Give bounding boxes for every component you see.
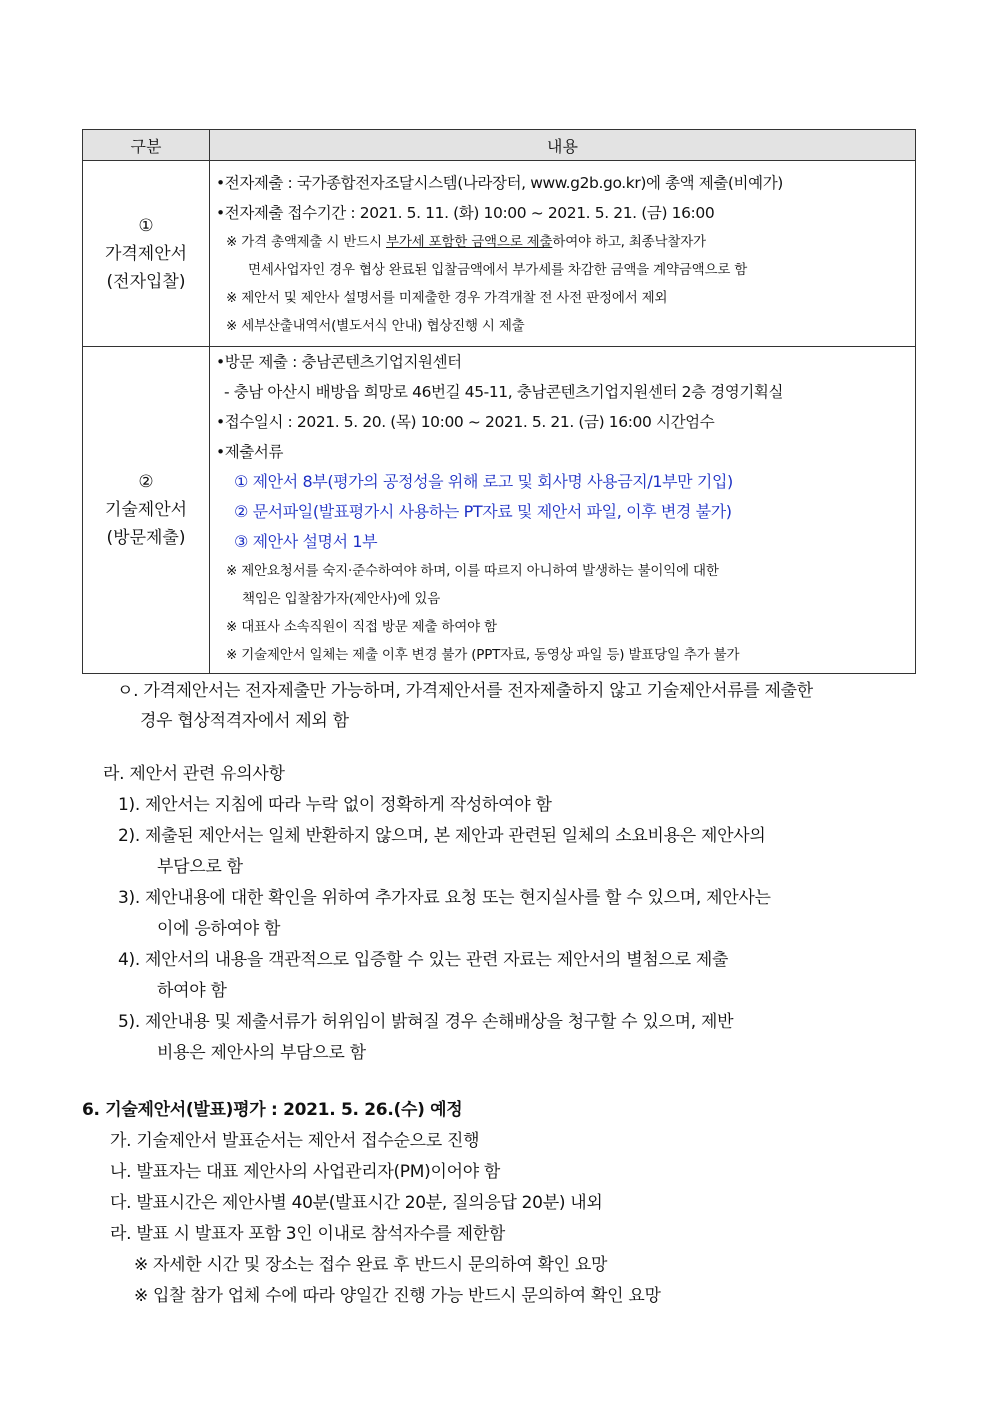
note-text: ※ 가격 총액제출 시 반드시 <box>226 234 386 250</box>
list-item: 다. 발표시간은 제안사별 40분(발표시간 20분, 질의응답 20분) 내외 <box>110 1193 603 1213</box>
note-line: ※ 세부산출내역서(별도서식 안내) 협상진행 시 제출 <box>226 318 525 334</box>
content-line: •접수일시 : 2021. 5. 20. (목) 10:00 ~ 2021. 5. 21. (금) 16:00 시간엄수 <box>216 413 715 431</box>
list-item-cont: 하여야 함 <box>157 981 227 1001</box>
note-line: ※ 제안서 및 제안사 설명서를 미제출한 경우 가격개찰 전 사전 판정에서 제외 <box>226 290 668 306</box>
list-item-cont: 비용은 제안사의 부담으로 함 <box>157 1043 366 1063</box>
table-row <box>83 161 916 347</box>
row-category-tech <box>83 347 210 674</box>
section-title: 6. 기술제안서(발표)평가 : 2021. 5. 26.(수) 예정 <box>82 1100 463 1120</box>
list-item-cont: 부담으로 함 <box>157 857 243 877</box>
required-doc-item: ② 문서파일(발표평가시 사용하는 PT자료 및 제안서 파일, 이후 변경 불가) <box>234 502 732 521</box>
table-header-row <box>83 130 916 161</box>
list-item: 나. 발표자는 대표 제안사의 사업관리자(PM)이어야 함 <box>110 1162 501 1182</box>
note-line: ※ 자세한 시간 및 장소는 접수 완료 후 반드시 문의하여 확인 요망 <box>134 1255 608 1275</box>
header-content: 내용 <box>210 130 916 161</box>
note-underlined-text: 부가세 포함한 금액으로 제출 <box>385 234 553 250</box>
list-item: 3). 제안내용에 대한 확인을 위하여 추가자료 요청 또는 현지실사를 할 수 있으며, 제안사는 <box>118 888 771 908</box>
content-line: - 충남 아산시 배방읍 희망로 46번길 45-11, 충남콘텐츠기업지원센터 2층 경영기획실 <box>224 383 784 401</box>
row-content-price <box>210 161 916 347</box>
list-item: 4). 제안서의 내용을 객관적으로 입증할 수 있는 관련 자료는 제안서의 별첨으로 제출 <box>118 950 729 970</box>
row-method: (전자입찰) <box>106 271 186 292</box>
note-text: 하여야 하고, 최종낙찰자가 <box>552 234 706 250</box>
note-line: 책임은 입찰참가자(제안사)에 있음 <box>242 591 441 607</box>
required-doc-item: ① 제안서 8부(평가의 공정성을 위해 로고 및 회사명 사용금지/1부만 기입) <box>234 472 733 491</box>
list-item: 5). 제안내용 및 제출서류가 허위임이 밝혀질 경우 손해배상을 청구할 수 있으며, 제반 <box>118 1012 734 1032</box>
content-line: •전자제출 접수기간 : 2021. 5. 11. (화) 10:00 ~ 2021. 5. 21. (금) 16:00 <box>216 204 715 222</box>
table-footnote: 경우 협상적격자에서 제외 함 <box>140 711 349 731</box>
row-number: ② <box>138 472 154 492</box>
note-line: ※ 대표사 소속직원이 직접 방문 제출 하여야 함 <box>226 619 497 635</box>
content-line: •방문 제출 : 충남콘텐츠기업지원센터 <box>216 353 462 371</box>
submission-table <box>82 129 916 674</box>
row-content-tech <box>210 347 916 674</box>
required-doc-item: ③ 제안사 설명서 1부 <box>234 532 378 551</box>
table-footnote: ㅇ. 가격제안서는 전자제출만 가능하며, 가격제안서를 전자제출하지 않고 기술제안서류를 제출한 <box>117 681 813 701</box>
row-category-price <box>83 161 210 347</box>
section-heading: 라. 제안서 관련 유의사항 <box>103 764 285 784</box>
list-item: 2). 제출된 제안서는 일체 반환하지 않으며, 본 제안과 관련된 일체의 소요비용은 제안사의 <box>118 826 766 846</box>
row-name: 기술제안서 <box>104 500 188 520</box>
content-line: •제출서류 <box>216 443 284 461</box>
row-number: ① <box>138 215 154 236</box>
note-line: ※ 제안요청서를 숙지·준수하여야 하며, 이를 따르지 아니하여 발생하는 불이익에 대한 <box>226 563 719 579</box>
list-item: 라. 발표 시 발표자 포함 3인 이내로 참석자수를 제한함 <box>110 1224 506 1244</box>
table-row <box>83 347 916 674</box>
list-item-cont: 이에 응하여야 함 <box>157 919 281 939</box>
note-line: 면세사업자인 경우 협상 완료된 입찰금액에서 부가세를 차감한 금액을 계약금액으로 함 <box>248 262 748 278</box>
list-item: 1). 제안서는 지침에 따라 누락 없이 정확하게 작성하여야 함 <box>118 795 552 815</box>
row-name: 가격제안서 <box>104 243 188 264</box>
row-method: (방문제출) <box>106 528 186 548</box>
header-category: 구분 <box>83 130 210 161</box>
note-line <box>216 228 911 256</box>
list-item: 가. 기술제안서 발표순서는 제안서 접수순으로 진행 <box>110 1131 480 1151</box>
note-line: ※ 기술제안서 일체는 제출 이후 변경 불가 (PPT자료, 동영상 파일 등) 발표당일 추가 불가 <box>226 647 740 663</box>
content-line: •전자제출 : 국가종합전자조달시스템(나라장터, www.g2b.go.kr)에 총액 제출(비예가) <box>216 174 783 192</box>
note-line: ※ 입찰 참가 업체 수에 따라 양일간 진행 가능 반드시 문의하여 확인 요망 <box>134 1286 661 1306</box>
